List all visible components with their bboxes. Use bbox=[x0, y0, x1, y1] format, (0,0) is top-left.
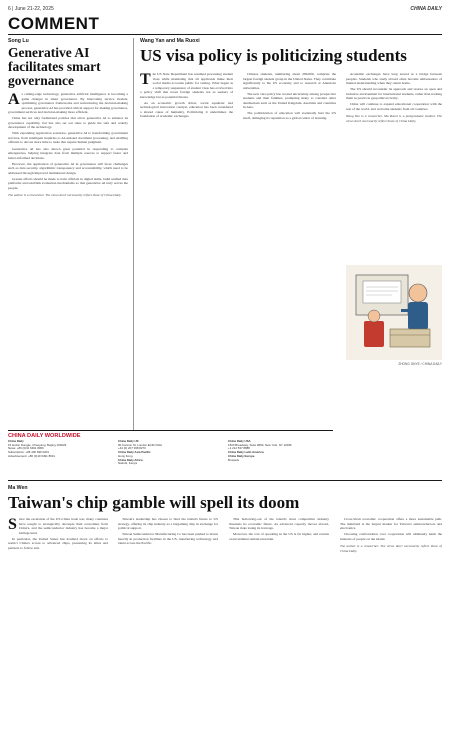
masthead-line: China Daily UK bbox=[118, 439, 139, 443]
masthead-line: China Daily Latin America bbox=[228, 450, 264, 455]
left-article-paragraph: However, the application of generative AI in governance still faces challenges such as data security, algorithmic transparency and accountability, which need to be addressed through improved institutional design. bbox=[8, 161, 128, 175]
right-article-paragraph: he US State Department has resumed processing student visas while mandating that all applicants make their social media accounts public for vetting. What began as a temporary suspension of student visas has evolved into a policy shift that treats foreign students not as seekers of knowledge but as potential threats. bbox=[140, 72, 233, 99]
right-article-col3 bbox=[346, 72, 442, 257]
masthead-col3 bbox=[228, 440, 333, 462]
masthead-line: Brussels bbox=[228, 457, 240, 462]
right-article-paragraph: Chinese students, numbering about 280,000, comprise the largest foreign student group in the United States. They contribute significantly to the US economy and to research at American universities. bbox=[243, 72, 336, 90]
bottom-article-paragraph: Taiwan Semiconductor Manufacturing Co has been pushed to invest heavily in production facilities in the US, transferring technology and talent across the Pacific. bbox=[118, 532, 218, 546]
right-article-dropcap: T bbox=[140, 72, 151, 88]
masthead-line: China Daily Europe bbox=[228, 453, 255, 458]
masthead-line: +44 (0) 207 398 8270 bbox=[118, 446, 146, 451]
right-article-col1 bbox=[140, 72, 233, 300]
masthead-col1 bbox=[8, 440, 113, 459]
masthead-line: Subscription: +86 400 699 0203 bbox=[8, 450, 49, 455]
bottom-article-paragraph: Cross-Strait economic cooperation offers a more sustainable path. The mainland is the largest market for Taiwan's semiconductors and electronics. bbox=[340, 517, 442, 531]
publication-name: CHINA DAILY bbox=[410, 6, 442, 12]
left-article-author: Song Lu bbox=[8, 38, 29, 44]
bottom-article-paragraph: Taiwan's leadership has chosen to bind the island's future to US strategy, offering its chip industry as a bargaining chip in exchange for political support. bbox=[118, 517, 218, 531]
bottom-section-rule bbox=[8, 480, 442, 481]
cartoon-illustration bbox=[346, 265, 442, 360]
right-article-paragraph: As an economic growth driver, social equalizer and technological innovation catalyst, education has been considered a shared cause of humanity. Politicizing it undermines the foundation of academic exchanges. bbox=[140, 100, 233, 119]
left-article-paragraph: Generative AI has also shown great potential in responding to complex emergencies, helping integrate data from multiple sources to support faster and better-informed decisions. bbox=[8, 146, 128, 160]
bottom-article-col1 bbox=[8, 517, 108, 739]
bottom-article-dropcap: S bbox=[8, 517, 17, 533]
right-article-author: Wang Yan and Ma Ruoxi bbox=[140, 38, 200, 44]
left-article-body bbox=[8, 92, 128, 422]
masthead-line: +1 212 537 8888 bbox=[228, 446, 250, 451]
bottom-article-author: Ma Wen bbox=[8, 485, 28, 491]
masthead-line: Nairobi, Kenya bbox=[118, 461, 137, 466]
masthead-col2 bbox=[118, 440, 223, 466]
bottom-article-col4 bbox=[340, 517, 442, 739]
masthead-title: CHINA DAILY WORLDWIDE bbox=[8, 433, 81, 439]
masthead-line: China Daily Africa bbox=[118, 457, 143, 462]
masthead-line: China Daily bbox=[8, 439, 24, 443]
page-info: 6 | June 21-22, 2025 bbox=[8, 6, 54, 12]
left-article-paragraph: s cutting-edge technology, generative artificial intelligence is becoming a game changer in smart governance. By innovating service models, optimizing governance frameworks and restructuring the decision-making process, generative AI has provided critical support for making governance, government services and decision-making more efficient. bbox=[8, 92, 128, 115]
cartoon-credit: ZHONG JINYE / CHINA DAILY bbox=[398, 362, 442, 366]
masthead-line: Hong Kong bbox=[118, 453, 133, 458]
bottom-article-notes: The author is a researcher. The views don't necessarily reflect those of China Daily. bbox=[340, 544, 442, 553]
header-rule bbox=[8, 34, 442, 35]
right-article-paragraph: The new visa policy has created uncertainty among prospective students and their families, prompting many to consider other destinations such as the United Kingdom, Australia and countries in Asia. bbox=[243, 91, 336, 110]
editorial-cartoon bbox=[346, 265, 442, 360]
right-article-headline: US visa policy is politicizing students bbox=[140, 46, 407, 65]
bottom-article-paragraph: Choosing confrontation over cooperation will ultimately harm the interests of people on the island. bbox=[340, 532, 442, 541]
left-article-headline: Generative AI facilitates smart governance bbox=[8, 45, 101, 89]
section-title: COMMENT bbox=[8, 14, 100, 33]
right-article-paragraph: Academic exchanges have long served as a bridge between peoples. Students who study abroad often become ambassadors of mutual understanding when they return home. bbox=[346, 72, 442, 86]
bottom-article-paragraph: Moreover, the cost of operating in the US is far higher, and returns on investment remain uncertain. bbox=[229, 532, 329, 541]
column-divider bbox=[133, 38, 134, 430]
left-article-paragraph: With expanding application scenarios, generative AI is transforming government services, from intelligent inquiries to AI-assisted document processing, and enabling officials to devote more time to tasks that require human judgment. bbox=[8, 131, 128, 145]
masthead-line: 15 Huixin Dongjie, Chaoyang, Beijing 100029 bbox=[8, 442, 67, 447]
left-article-paragraph: Greater efforts should be made to train officials in digital skills, build unified data platforms and establish evaluation mechanisms so that generative AI truly serves the people. bbox=[8, 176, 128, 190]
masthead-line: News: +86 (0)10 6491 8366 bbox=[8, 446, 44, 451]
bottom-article-col2 bbox=[118, 517, 218, 739]
masthead-line: 1500 Broadway, Suite 2800, New York, NY 10036 bbox=[228, 442, 292, 447]
masthead-line: China Daily Asia Pacific bbox=[118, 450, 151, 455]
right-article-paragraph: China will continue to expand educational cooperation with the rest of the world, and welcome students from all countries. bbox=[346, 102, 442, 111]
masthead-line: China Daily USA bbox=[228, 439, 251, 443]
left-article-dropcap: A bbox=[8, 92, 20, 108]
right-article-paragraph: The politicization of education will eventually hurt the US itself, damaging its reputation as a global center of learning. bbox=[243, 111, 336, 120]
bottom-article-paragraph: ince the escalation of the US-China trade war, many countries have sought to strategically decouple their economies from China's, and the semiconductor industry has become a major battleground. bbox=[18, 517, 108, 535]
bottom-article-paragraph: In particular, the United States has doubled down on efforts to restrict China's access to advanced chips, pressuring its allies and partners to follow suit. bbox=[8, 536, 108, 550]
masthead-line: Advertisement: +86 (0)10 6491 8631 bbox=[8, 453, 56, 458]
bottom-article-headline: Taiwan's chip gamble will spell its doom bbox=[8, 493, 300, 512]
right-article-col2 bbox=[243, 72, 336, 300]
bottom-article-col3 bbox=[229, 517, 329, 739]
right-article-notes: Wang Yan is a researcher. Ma Ruoxi is a postgraduate student. The views don't necessarily reflect those of China Daily. bbox=[346, 114, 442, 123]
masthead-line: 90 Cannon St, London EC4N 6HA bbox=[118, 442, 162, 447]
right-article-paragraph: The US should reconsider its approach and restore an open and inclusive environment for international students, rather than treating them as pawns in geopolitical rivalry. bbox=[346, 87, 442, 101]
bottom-article-paragraph: This hollowing-out of the island's most competitive industry threatens its economic future. As advanced capacity moves abroad, Taiwan risks losing its leverage. bbox=[229, 517, 329, 531]
left-article-paragraph: China has not only formulated policies that allow generative AI to enhance its governance capability, but has also set out rules to guide the safe and orderly development of the technology. bbox=[8, 116, 128, 130]
left-article-footnote: The author is a researcher. The views don't necessarily reflect those of China Daily. bbox=[8, 193, 122, 198]
